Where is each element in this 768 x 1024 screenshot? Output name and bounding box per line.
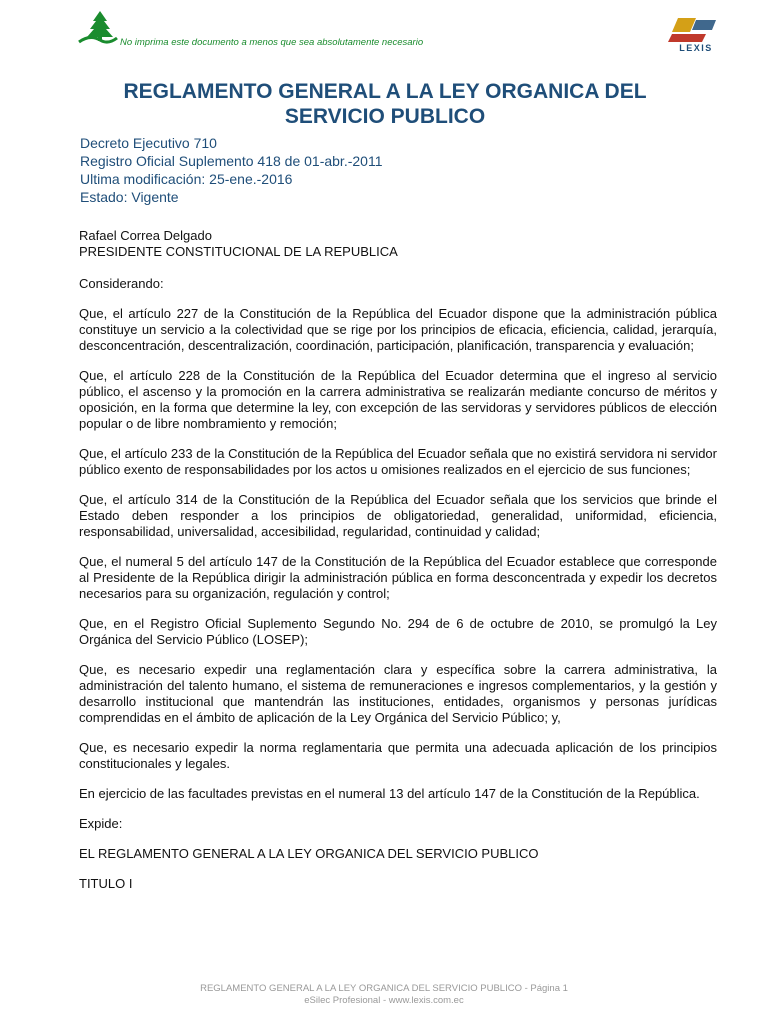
registro-text: Registro Oficial Suplemento 418 de 01-abr.-2011 — [80, 153, 383, 169]
eco-print-notice: No imprima este documento a menos que sea absolutamente necesario — [120, 37, 424, 48]
paragraph-1: Que, el artículo 227 de la Constitución de la República del Ecuador dispone que la administración pública constituye un servicio a la colectividad que se rige por los principios de eficacia, eficiencia, calidad, jerarquía, desconcentración, descentralización, coordinación, participación, planificación, transparencia y evaluación; — [79, 306, 717, 353]
paragraph-6: Que, en el Registro Oficial Suplemento Segundo No. 294 de 6 de octubre de 2010, se promulgó la Ley Orgánica del Servicio Público (LOSEP); — [79, 616, 717, 647]
paragraph-9: En ejercicio de las facultades previstas en el numeral 13 del artículo 147 de la Constitución de la República. — [79, 786, 700, 801]
document-body — [79, 228, 717, 892]
document-title — [80, 79, 690, 129]
reglamento-heading: EL REGLAMENTO GENERAL A LA LEY ORGANICA DEL SERVICIO PUBLICO — [79, 846, 539, 861]
paragraph-2: Que, el artículo 228 de la Constitución de la República del Ecuador determina que el ingreso al servicio público, el ascenso y la promoción en la carrera administrativa se realizarán mediante concurso de méritos y oposición, en la forma que determine la ley, con excepción de las servidoras y servidores públicos de elección popular o de libre nombramiento y remoción; — [79, 368, 717, 431]
author-title: PRESIDENTE CONSTITUCIONAL DE LA REPUBLICA — [79, 244, 398, 259]
expide-label: Expide: — [79, 816, 123, 831]
modificacion-text: Ultima modificación: 25-ene.-2016 — [80, 171, 293, 187]
page-header — [0, 0, 768, 60]
lexis-logo-text: LEXIS — [679, 43, 713, 53]
paragraph-8: Que, es necesario expedir la norma reglamentaria que permita una adecuada aplicación de los principios constitucionales y legales. — [79, 740, 717, 771]
footer-line-1: REGLAMENTO GENERAL A LA LEY ORGANICA DEL SERVICIO PUBLICO - Página 1 — [200, 983, 568, 994]
page-footer — [0, 983, 768, 1007]
title-line-1: REGLAMENTO GENERAL A LA LEY ORGANICA DEL — [123, 80, 647, 103]
estado-text: Estado: Vigente — [80, 189, 179, 205]
title-line-2: SERVICIO PUBLICO — [284, 105, 486, 128]
paragraph-7: Que, es necesario expedir una reglamentación clara y específica sobre la carrera administrativa, la administración del talento humano, el sistema de remuneraciones e ingresos complementarios, y la gestión y desarrollo institucional que mantendrán las instituciones, entidades, organismos y personas jurídicas comprendidas en el ámbito de aplicación de la Ley Orgánica del Servicio Público; y, — [79, 662, 717, 725]
footer-line-2: eSilec Profesional - www.lexis.com.ec — [304, 995, 464, 1006]
paragraph-5: Que, el numeral 5 del artículo 147 de la Constitución de la República del Ecuador establece que corresponde al Presidente de la República dirigir la administración pública en forma desconcentrada y expedir los decretos necesarios para su organización, regulación y control; — [79, 554, 717, 601]
paragraph-3: Que, el artículo 233 de la Constitución de la República del Ecuador señala que no existirá servidora ni servidor público exento de responsabilidades por los actos u omisiones realizados en el ejercicio de sus funciones; — [79, 446, 717, 477]
paragraph-4: Que, el artículo 314 de la Constitución de la República del Ecuador señala que los servicios que brinde el Estado deben responder a los principios de obligatoriedad, generalidad, uniformidad, eficiencia, responsabilidad, universalidad, accesibilidad, regularidad, continuidad y calidad; — [79, 492, 717, 539]
tree-icon — [78, 10, 118, 46]
document-metadata — [80, 134, 382, 206]
titulo-heading: TITULO I — [79, 876, 133, 891]
author-name: Rafael Correa Delgado — [79, 228, 212, 243]
considerando-label: Considerando: — [79, 276, 164, 291]
decreto-text: Decreto Ejecutivo 710 — [80, 135, 217, 151]
